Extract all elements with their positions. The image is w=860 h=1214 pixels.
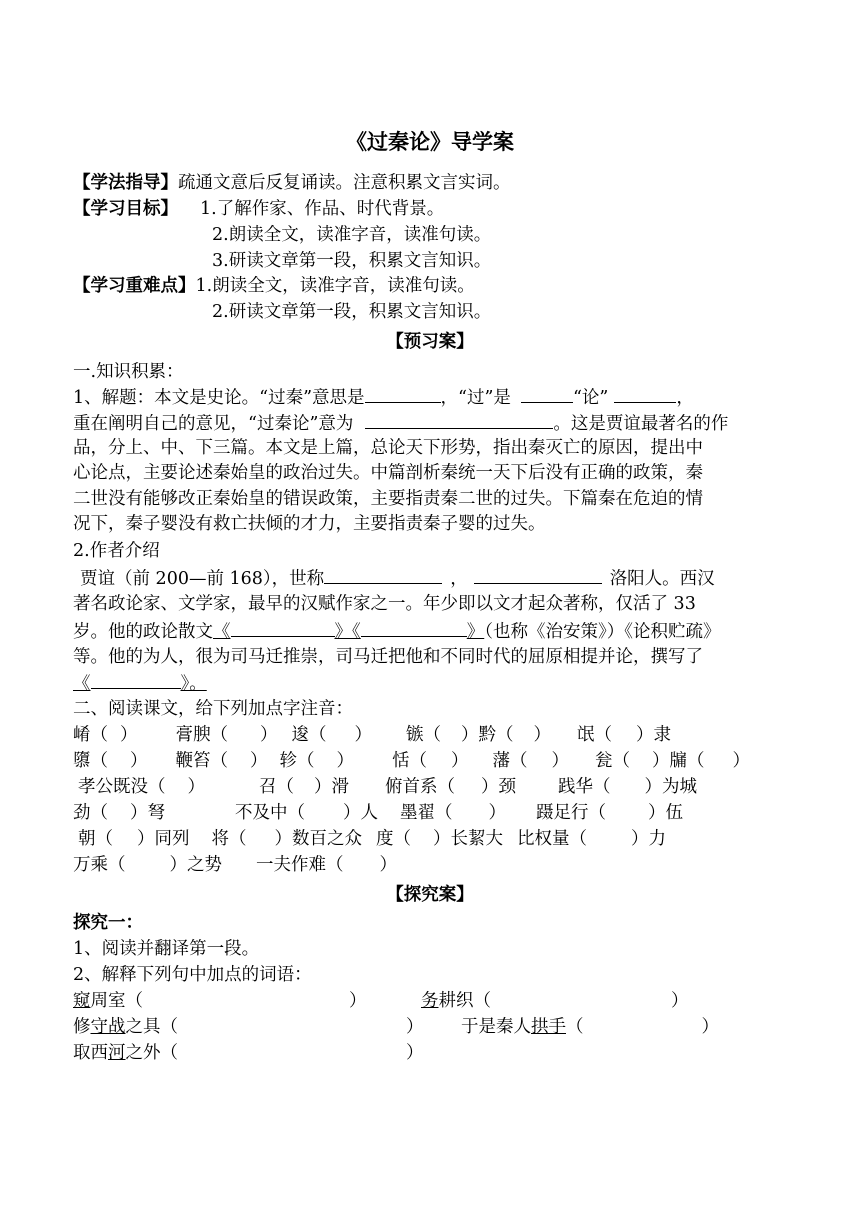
author-heading: 2.作者介绍: [73, 541, 160, 561]
phonetic-item: ）为城: [644, 777, 697, 797]
text: 修: [73, 1017, 91, 1037]
phonetic-row: [78, 775, 697, 799]
text: 周室（: [90, 991, 143, 1011]
text: 》。: [180, 674, 207, 694]
dotted-word: 窥: [73, 991, 91, 1011]
phonetic-item: 召（: [259, 777, 294, 797]
phonetic-item: ）同列: [137, 829, 190, 849]
explore-heading: 【探究案】: [386, 885, 474, 905]
paragraph-line: 心论点，主要论述秦始皇的政治过失。中篇剖析秦统一天下后没有正确的政策，秦: [73, 463, 703, 483]
explore-1-heading: 探究一：: [73, 913, 143, 933]
paragraph-line: 著名政论家、文学家，最早的汉赋作家之一。年少即以文才起众著称，仅活了 33: [73, 594, 696, 614]
text: 。这是贾谊最著名的作: [553, 414, 729, 434]
dotted-word: 务: [421, 991, 439, 1011]
text: ，: [450, 569, 468, 589]
answer-blank[interactable]: [361, 619, 467, 637]
phonetic-item: ）弩: [130, 803, 165, 823]
answer-blank[interactable]: [521, 385, 573, 403]
phonetic-item: 鞭笞（: [175, 751, 228, 771]
phonetic-item: 劲（: [73, 803, 108, 823]
phonetic-item: ）: [551, 751, 569, 771]
explain-item: [461, 1015, 719, 1039]
text: 洛阳人。西汉: [609, 569, 715, 589]
phonetic-item: ）: [354, 725, 372, 745]
phonetic-item: ）滑: [314, 777, 349, 797]
goal-item: 3.研读文章第一段，积累文言知识。: [212, 251, 492, 271]
phonetic-item: ）: [120, 725, 138, 745]
text: ，“过”是: [440, 388, 511, 408]
answer-blank[interactable]: [474, 566, 602, 584]
phonetic-item: 万乘（: [73, 855, 126, 875]
explain-item: [73, 989, 367, 1013]
text: （也称《治安策》）《论积贮疏》: [484, 622, 721, 642]
text: 耕织（: [438, 991, 491, 1011]
phonetic-item: ）: [130, 751, 148, 771]
page-title: 《过秦论》导学案: [346, 129, 514, 154]
dotted-word: 守战: [90, 1017, 126, 1037]
preview-heading: 【预习案】: [386, 332, 474, 352]
phonetic-item: ）: [488, 803, 506, 823]
goal-item: 2.朗读全文，读准字音，读准句读。: [212, 225, 492, 245]
key-point-item: 2.研读文章第一段，积累文言知识。: [212, 302, 492, 322]
text: ，: [676, 388, 694, 408]
text: 1、解题：本文是史论。“过秦”意思是: [73, 388, 365, 408]
phonetic-item: 藩（: [492, 751, 528, 771]
phonetic-item: 将（: [211, 829, 247, 849]
phonetic-item: ）颈: [481, 777, 516, 797]
text: 岁。他的政论散文: [73, 622, 213, 642]
question-2: 2、解释下列句中加点的词语：: [73, 965, 312, 985]
phonetic-item: ）牖（: [652, 751, 705, 771]
phonetic-item: ）伍: [648, 803, 683, 823]
dotted-word: 拱手: [531, 1017, 566, 1037]
phonetic-item: 恬（: [392, 751, 427, 771]
phonetic-item: ）: [336, 751, 354, 771]
text: ）: [701, 1017, 719, 1037]
text: 》: [466, 622, 485, 642]
text: 重在阐明自己的意见，“过秦论”意为: [73, 414, 354, 434]
author-line: [73, 619, 721, 643]
section-1-heading: 一.知识积累：: [73, 362, 184, 382]
phonetic-item: ）长絜大: [433, 829, 503, 849]
key-points-line-1: [73, 274, 475, 298]
author-line: [80, 566, 715, 590]
phonetic-row: [73, 723, 671, 747]
phonetic-item: ）力: [631, 829, 666, 849]
text: 《: [73, 674, 91, 694]
phonetic-item: 不及中（: [235, 803, 305, 823]
phonetic-item: ）: [260, 725, 278, 745]
text: 之具（: [125, 1017, 178, 1037]
text: 贾谊（前 200—前 168），世称: [80, 569, 325, 589]
answer-blank[interactable]: [614, 385, 676, 403]
phonetic-item: ）: [379, 855, 397, 875]
study-guide-label: 【学法指导】: [73, 173, 178, 193]
answer-blank[interactable]: [91, 671, 181, 689]
text: ）: [671, 991, 689, 1011]
goals-label: 【学习目标】: [73, 199, 178, 219]
phonetic-item: ）: [187, 777, 205, 797]
phonetic-item: 一夫作难（: [256, 855, 344, 875]
phonetic-item: ）人: [343, 803, 378, 823]
phonetic-item: 镞（: [406, 725, 441, 745]
author-line: [73, 671, 207, 695]
text: （: [566, 1017, 584, 1037]
title-explain-line: [73, 411, 728, 435]
text: 《: [213, 622, 231, 642]
phonetic-item: 氓（: [577, 725, 612, 745]
text: ）: [406, 1017, 424, 1037]
phonetic-item: ）: [732, 751, 750, 771]
goal-item: 1.了解作家、作品、时代背景。: [200, 199, 445, 219]
paragraph-line: 品，分上、中、下三篇。本文是上篇，总论天下形势，指出秦灭亡的原因，提出中: [73, 438, 703, 458]
paragraph-line: 况下，秦子婴没有救亡扶倾的才力，主要指责秦子婴的过失。: [73, 514, 546, 534]
answer-blank[interactable]: [324, 566, 442, 584]
answer-blank[interactable]: [231, 619, 335, 637]
phonetic-item: ）: [533, 725, 551, 745]
answer-blank[interactable]: [365, 385, 441, 403]
title-explain-line: [73, 385, 694, 409]
phonetic-row: [78, 827, 666, 851]
phonetic-item: 践华（: [558, 777, 611, 797]
phonetic-item: ）隶: [636, 725, 671, 745]
phonetic-item: ）之势: [169, 855, 222, 875]
paragraph-line: 等。他的为人，很为司马迁推崇，司马迁把他和不同时代的屈原相提并论，撰写了: [73, 647, 703, 667]
explain-item: [73, 1041, 424, 1065]
phonetic-row: [73, 853, 397, 877]
phonetic-item: 逡（: [291, 725, 327, 745]
phonetic-item: 孝公既没（: [78, 777, 166, 797]
phonetic-item: 蹑足行（: [536, 803, 606, 823]
text: “论”: [572, 388, 609, 408]
phonetic-item: 俯首系（: [385, 777, 455, 797]
phonetic-item: 崤（: [73, 725, 108, 745]
goals-line-1: [73, 197, 444, 221]
paragraph-line: 二世没有能够改正秦始皇的错误政策，主要指责秦二世的过失。下篇秦在危迫的情: [73, 489, 703, 509]
text: 之外（: [125, 1043, 178, 1063]
explain-item: [421, 989, 689, 1013]
text: 》《: [334, 622, 361, 642]
phonetic-row: [73, 749, 750, 773]
explain-item: [73, 1015, 424, 1039]
section-2-heading: 二、阅读课文，给下列加点字注音：: [73, 699, 353, 719]
dotted-word: 河: [108, 1043, 126, 1063]
phonetic-item: 膏腴（: [175, 725, 228, 745]
key-points-label: 【学习重难点】: [73, 276, 196, 296]
phonetic-item: 比权量（: [517, 829, 587, 849]
key-point-item: 1.朗读全文，读准字音，读准句读。: [195, 276, 475, 296]
phonetic-item: ）: [250, 751, 268, 771]
phonetic-item: ）数百之众: [274, 829, 362, 849]
phonetic-item: 度（: [376, 829, 411, 849]
phonetic-item: 瓮（: [595, 751, 630, 771]
question-1: 1、阅读并翻译第一段。: [73, 939, 260, 959]
phonetic-item: ）: [451, 751, 469, 771]
answer-blank[interactable]: [365, 411, 553, 429]
phonetic-item: 朝（: [78, 829, 113, 849]
text: ）: [406, 1043, 424, 1063]
phonetic-item: ）黔（: [461, 725, 514, 745]
phonetic-row: [73, 801, 683, 825]
phonetic-item: 墨翟（: [400, 803, 453, 823]
text: ）: [349, 991, 367, 1011]
study-guide-text: 疏通文意后反复诵读。注意积累文言实词。: [178, 173, 511, 193]
text: 取西: [73, 1043, 108, 1063]
study-guide-line: [73, 171, 511, 195]
phonetic-item: 隳（: [73, 751, 108, 771]
text: 于是秦人: [461, 1017, 531, 1037]
phonetic-item: 轸（: [279, 751, 315, 771]
